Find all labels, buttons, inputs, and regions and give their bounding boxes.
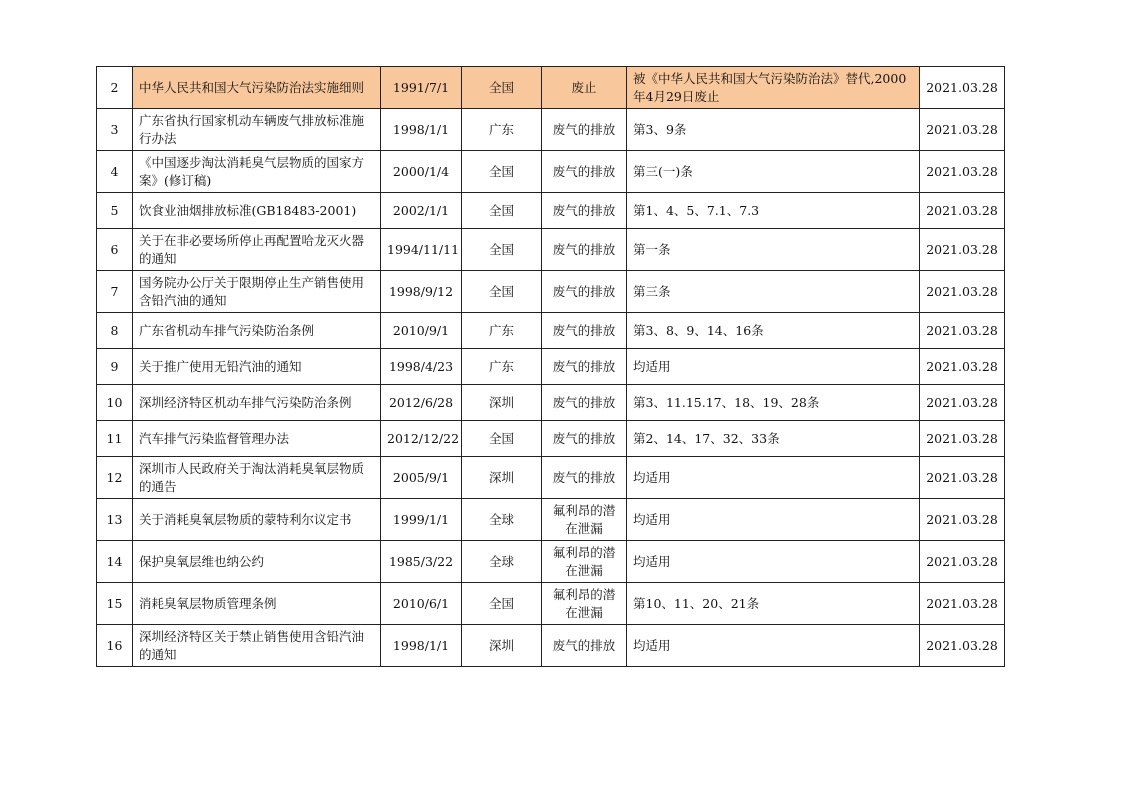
- row-number: 6: [97, 229, 133, 271]
- update-date: 2021.03.28: [920, 499, 1005, 541]
- category: 废气的排放: [542, 229, 627, 271]
- regulation-name: 广东省机动车排气污染防治条例: [133, 313, 381, 349]
- applicable-clause: 第3、11.15.17、18、19、28条: [627, 385, 920, 421]
- regulation-name: 保护臭氧层维也纳公约: [133, 541, 381, 583]
- regulation-name: 关于推广使用无铅汽油的通知: [133, 349, 381, 385]
- regulation-name: 《中国逐步淘汰消耗臭气层物质的国家方案》(修订稿): [133, 151, 381, 193]
- applicable-clause: 第10、11、20、21条: [627, 583, 920, 625]
- table-row: [97, 421, 1005, 457]
- table-row: [97, 67, 1005, 109]
- applicable-clause: 第一条: [627, 229, 920, 271]
- effective-date: 1998/1/1: [381, 109, 462, 151]
- row-number: 14: [97, 541, 133, 583]
- region: 全国: [462, 151, 542, 193]
- category: 废气的排放: [542, 151, 627, 193]
- category: 氟利昂的潜在泄漏: [542, 499, 627, 541]
- update-date: 2021.03.28: [920, 541, 1005, 583]
- table-row: [97, 625, 1005, 667]
- regulation-name: 关于在非必要场所停止再配置哈龙灭火器的通知: [133, 229, 381, 271]
- applicable-clause: 被《中华人民共和国大气污染防治法》替代,2000年4月29日废止: [627, 67, 920, 109]
- table-row: [97, 313, 1005, 349]
- effective-date: 2002/1/1: [381, 193, 462, 229]
- applicable-clause: 均适用: [627, 457, 920, 499]
- table-row: [97, 229, 1005, 271]
- regulation-name: 中华人民共和国大气污染防治法实施细则: [133, 67, 381, 109]
- region: 全国: [462, 193, 542, 229]
- applicable-clause: 均适用: [627, 349, 920, 385]
- applicable-clause: 第三(一)条: [627, 151, 920, 193]
- row-number: 8: [97, 313, 133, 349]
- regulation-name: 国务院办公厅关于限期停止生产销售使用含铅汽油的通知: [133, 271, 381, 313]
- region: 全国: [462, 271, 542, 313]
- update-date: 2021.03.28: [920, 229, 1005, 271]
- row-number: 12: [97, 457, 133, 499]
- region: 广东: [462, 349, 542, 385]
- table-row: [97, 499, 1005, 541]
- update-date: 2021.03.28: [920, 457, 1005, 499]
- effective-date: 2010/9/1: [381, 313, 462, 349]
- update-date: 2021.03.28: [920, 385, 1005, 421]
- row-number: 13: [97, 499, 133, 541]
- table-row: [97, 151, 1005, 193]
- update-date: 2021.03.28: [920, 151, 1005, 193]
- effective-date: 2012/12/22: [381, 421, 462, 457]
- regulation-name: 关于消耗臭氧层物质的蒙特利尔议定书: [133, 499, 381, 541]
- update-date: 2021.03.28: [920, 625, 1005, 667]
- regulation-name: 深圳经济特区机动车排气污染防治条例: [133, 385, 381, 421]
- category: 废气的排放: [542, 385, 627, 421]
- regulation-name: 深圳经济特区关于禁止销售使用含铅汽油的通知: [133, 625, 381, 667]
- region: 全球: [462, 499, 542, 541]
- update-date: 2021.03.28: [920, 193, 1005, 229]
- row-number: 9: [97, 349, 133, 385]
- row-number: 7: [97, 271, 133, 313]
- table-row: [97, 349, 1005, 385]
- row-number: 10: [97, 385, 133, 421]
- region: 深圳: [462, 457, 542, 499]
- applicable-clause: 均适用: [627, 541, 920, 583]
- effective-date: 1985/3/22: [381, 541, 462, 583]
- table-row: [97, 541, 1005, 583]
- row-number: 11: [97, 421, 133, 457]
- update-date: 2021.03.28: [920, 67, 1005, 109]
- region: 深圳: [462, 625, 542, 667]
- regulation-name: 深圳市人民政府关于淘汰消耗臭氧层物质的通告: [133, 457, 381, 499]
- effective-date: 2000/1/4: [381, 151, 462, 193]
- region: 全国: [462, 67, 542, 109]
- category: 氟利昂的潜在泄漏: [542, 583, 627, 625]
- regulation-name: 广东省执行国家机动车辆废气排放标准施行办法: [133, 109, 381, 151]
- update-date: 2021.03.28: [920, 349, 1005, 385]
- row-number: 5: [97, 193, 133, 229]
- applicable-clause: 第2、14、17、32、33条: [627, 421, 920, 457]
- category: 氟利昂的潜在泄漏: [542, 541, 627, 583]
- category: 废止: [542, 67, 627, 109]
- category: 废气的排放: [542, 109, 627, 151]
- row-number: 4: [97, 151, 133, 193]
- region: 深圳: [462, 385, 542, 421]
- row-number: 3: [97, 109, 133, 151]
- table-row: [97, 271, 1005, 313]
- region: 全国: [462, 229, 542, 271]
- effective-date: 1994/11/11: [381, 229, 462, 271]
- applicable-clause: 第3、9条: [627, 109, 920, 151]
- category: 废气的排放: [542, 271, 627, 313]
- update-date: 2021.03.28: [920, 271, 1005, 313]
- update-date: 2021.03.28: [920, 421, 1005, 457]
- row-number: 16: [97, 625, 133, 667]
- category: 废气的排放: [542, 349, 627, 385]
- update-date: 2021.03.28: [920, 583, 1005, 625]
- table-row: [97, 385, 1005, 421]
- region: 全球: [462, 541, 542, 583]
- category: 废气的排放: [542, 421, 627, 457]
- regulation-name: 饮食业油烟排放标准(GB18483-2001): [133, 193, 381, 229]
- effective-date: 1999/1/1: [381, 499, 462, 541]
- category: 废气的排放: [542, 193, 627, 229]
- effective-date: 2012/6/28: [381, 385, 462, 421]
- applicable-clause: 第3、8、9、14、16条: [627, 313, 920, 349]
- region: 全国: [462, 583, 542, 625]
- category: 废气的排放: [542, 625, 627, 667]
- applicable-clause: 均适用: [627, 499, 920, 541]
- row-number: 2: [97, 67, 133, 109]
- table-row: [97, 193, 1005, 229]
- effective-date: 1998/4/23: [381, 349, 462, 385]
- applicable-clause: 第三条: [627, 271, 920, 313]
- table-row: [97, 583, 1005, 625]
- region: 全国: [462, 421, 542, 457]
- effective-date: 2005/9/1: [381, 457, 462, 499]
- category: 废气的排放: [542, 457, 627, 499]
- applicable-clause: 均适用: [627, 625, 920, 667]
- effective-date: 1991/7/1: [381, 67, 462, 109]
- table-row: [97, 109, 1005, 151]
- applicable-clause: 第1、4、5、7.1、7.3: [627, 193, 920, 229]
- region: 广东: [462, 313, 542, 349]
- row-number: 15: [97, 583, 133, 625]
- regulation-table: [96, 66, 1005, 667]
- update-date: 2021.03.28: [920, 313, 1005, 349]
- category: 废气的排放: [542, 313, 627, 349]
- table-row: [97, 457, 1005, 499]
- effective-date: 2010/6/1: [381, 583, 462, 625]
- regulation-name: 汽车排气污染监督管理办法: [133, 421, 381, 457]
- effective-date: 1998/9/12: [381, 271, 462, 313]
- region: 广东: [462, 109, 542, 151]
- effective-date: 1998/1/1: [381, 625, 462, 667]
- regulation-name: 消耗臭氧层物质管理条例: [133, 583, 381, 625]
- update-date: 2021.03.28: [920, 109, 1005, 151]
